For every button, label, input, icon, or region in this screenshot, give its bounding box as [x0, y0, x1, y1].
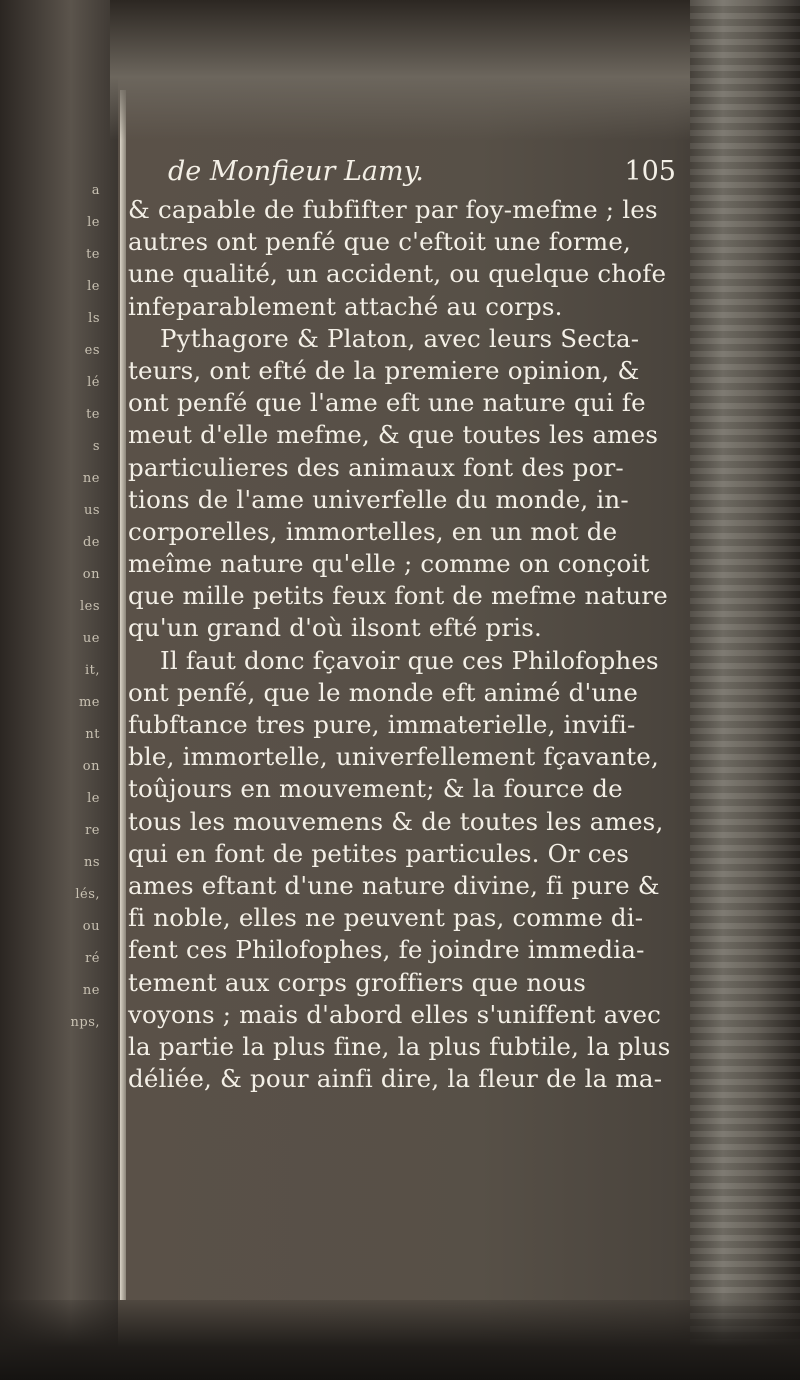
text-line: ames eftant d'une nature divine, fi pure &: [128, 870, 660, 900]
page-header: [128, 150, 688, 194]
margin-fragment: ns: [83, 855, 100, 870]
margin-fragment: on: [82, 567, 100, 582]
text-line: meîme nature qu'elle ; comme on conçoit: [128, 549, 650, 579]
text-line: ont penfé, que le monde eft animé d'une: [128, 677, 639, 707]
margin-fragment: les: [79, 599, 100, 614]
margin-fragment: le: [87, 791, 100, 806]
margin-fragment: lés,: [75, 887, 100, 902]
margin-fragment: me: [78, 695, 100, 710]
page-top-edge: [110, 0, 710, 140]
margin-fragment: it,: [84, 663, 100, 678]
text-line: Il faut donc fçavoir que ces Philofophes: [160, 645, 659, 675]
margin-fragment: le: [87, 215, 100, 230]
margin-fragment: on: [82, 759, 100, 774]
text-line: meut d'elle mefme, & que toutes les ames: [128, 420, 659, 450]
margin-fragment: us: [83, 503, 100, 518]
text-line: la partie la plus fine, la plus fubtile, la plus: [128, 1031, 671, 1061]
text-block: [128, 150, 688, 1095]
text-line: tions de l'ame univerfelle du monde, in-: [128, 484, 629, 514]
page-number: 105: [624, 156, 676, 187]
text-line: déliée, & pour ainfi dire, la fleur de la ma-: [128, 1064, 663, 1094]
text-line: toûjours en mouvement; & la fource de: [128, 774, 623, 804]
margin-fragment: ls: [88, 311, 100, 326]
facing-page-margin: [0, 0, 118, 1380]
text-line: Pythagore & Platon, avec leurs Secta-: [160, 323, 640, 353]
margin-fragment: ne: [82, 983, 100, 998]
margin-fragment: re: [85, 823, 100, 838]
text-line: une qualité, un accident, ou quelque chofe: [128, 259, 667, 289]
margin-fragment: nt: [85, 727, 100, 742]
page-fore-edge: [690, 0, 800, 1380]
text-line: ont penfé que l'ame eft une nature qui fe: [128, 388, 646, 418]
running-head: de Monfieur Lamy.: [168, 156, 424, 187]
text-line: teurs, ont efté de la premiere opinion, &: [128, 355, 640, 385]
margin-fragment: ne: [82, 471, 100, 486]
margin-fragment: s: [92, 439, 100, 454]
text-line: fi noble, elles ne peuvent pas, comme di-: [128, 903, 644, 933]
text-line: corporelles, immortelles, en un mot de: [128, 516, 618, 546]
gutter-edge: [120, 90, 126, 1300]
margin-fragment: es: [84, 343, 100, 358]
margin-fragment: ue: [82, 631, 100, 646]
margin-fragment: ré: [85, 951, 100, 966]
text-line: fubftance tres pure, immaterielle, invifi-: [128, 710, 636, 739]
margin-fragment: te: [86, 247, 100, 262]
margin-fragment: de: [82, 535, 100, 550]
text-line: infeparablement attaché au corps.: [128, 291, 563, 321]
margin-fragment: le: [87, 279, 100, 294]
text-line: autres ont penfé que c'eftoit une forme,: [128, 227, 632, 257]
text-line: fent ces Philofophes, fe joindre immedia-: [128, 935, 645, 965]
margin-fragment: nps,: [70, 1015, 100, 1030]
margin-fragment: a: [91, 183, 100, 198]
margin-fragment: ou: [82, 919, 100, 934]
text-line: tement aux corps groffiers que nous: [128, 967, 587, 997]
text-line: particulieres des animaux font des por-: [128, 452, 624, 482]
margin-fragment: te: [86, 407, 100, 422]
margin-fragment: lé: [87, 375, 100, 390]
text-line: qui en font de petites particules. Or ces: [128, 838, 630, 868]
text-line: & capable de fubfifter par foy-mefme ; les: [128, 195, 658, 224]
text-line: ble, immortelle, univerfellement fçavante,: [128, 742, 659, 772]
text-line: qu'un grand d'où ilsont efté pris.: [128, 613, 543, 643]
text-line: voyons ; mais d'abord elles s'uniffent avec: [128, 999, 662, 1029]
text-line: tous les mouvemens & de toutes les ames,: [128, 806, 664, 836]
page-bottom-edge: [0, 1300, 800, 1380]
text-line: que mille petits feux font de mefme nature: [128, 581, 668, 611]
